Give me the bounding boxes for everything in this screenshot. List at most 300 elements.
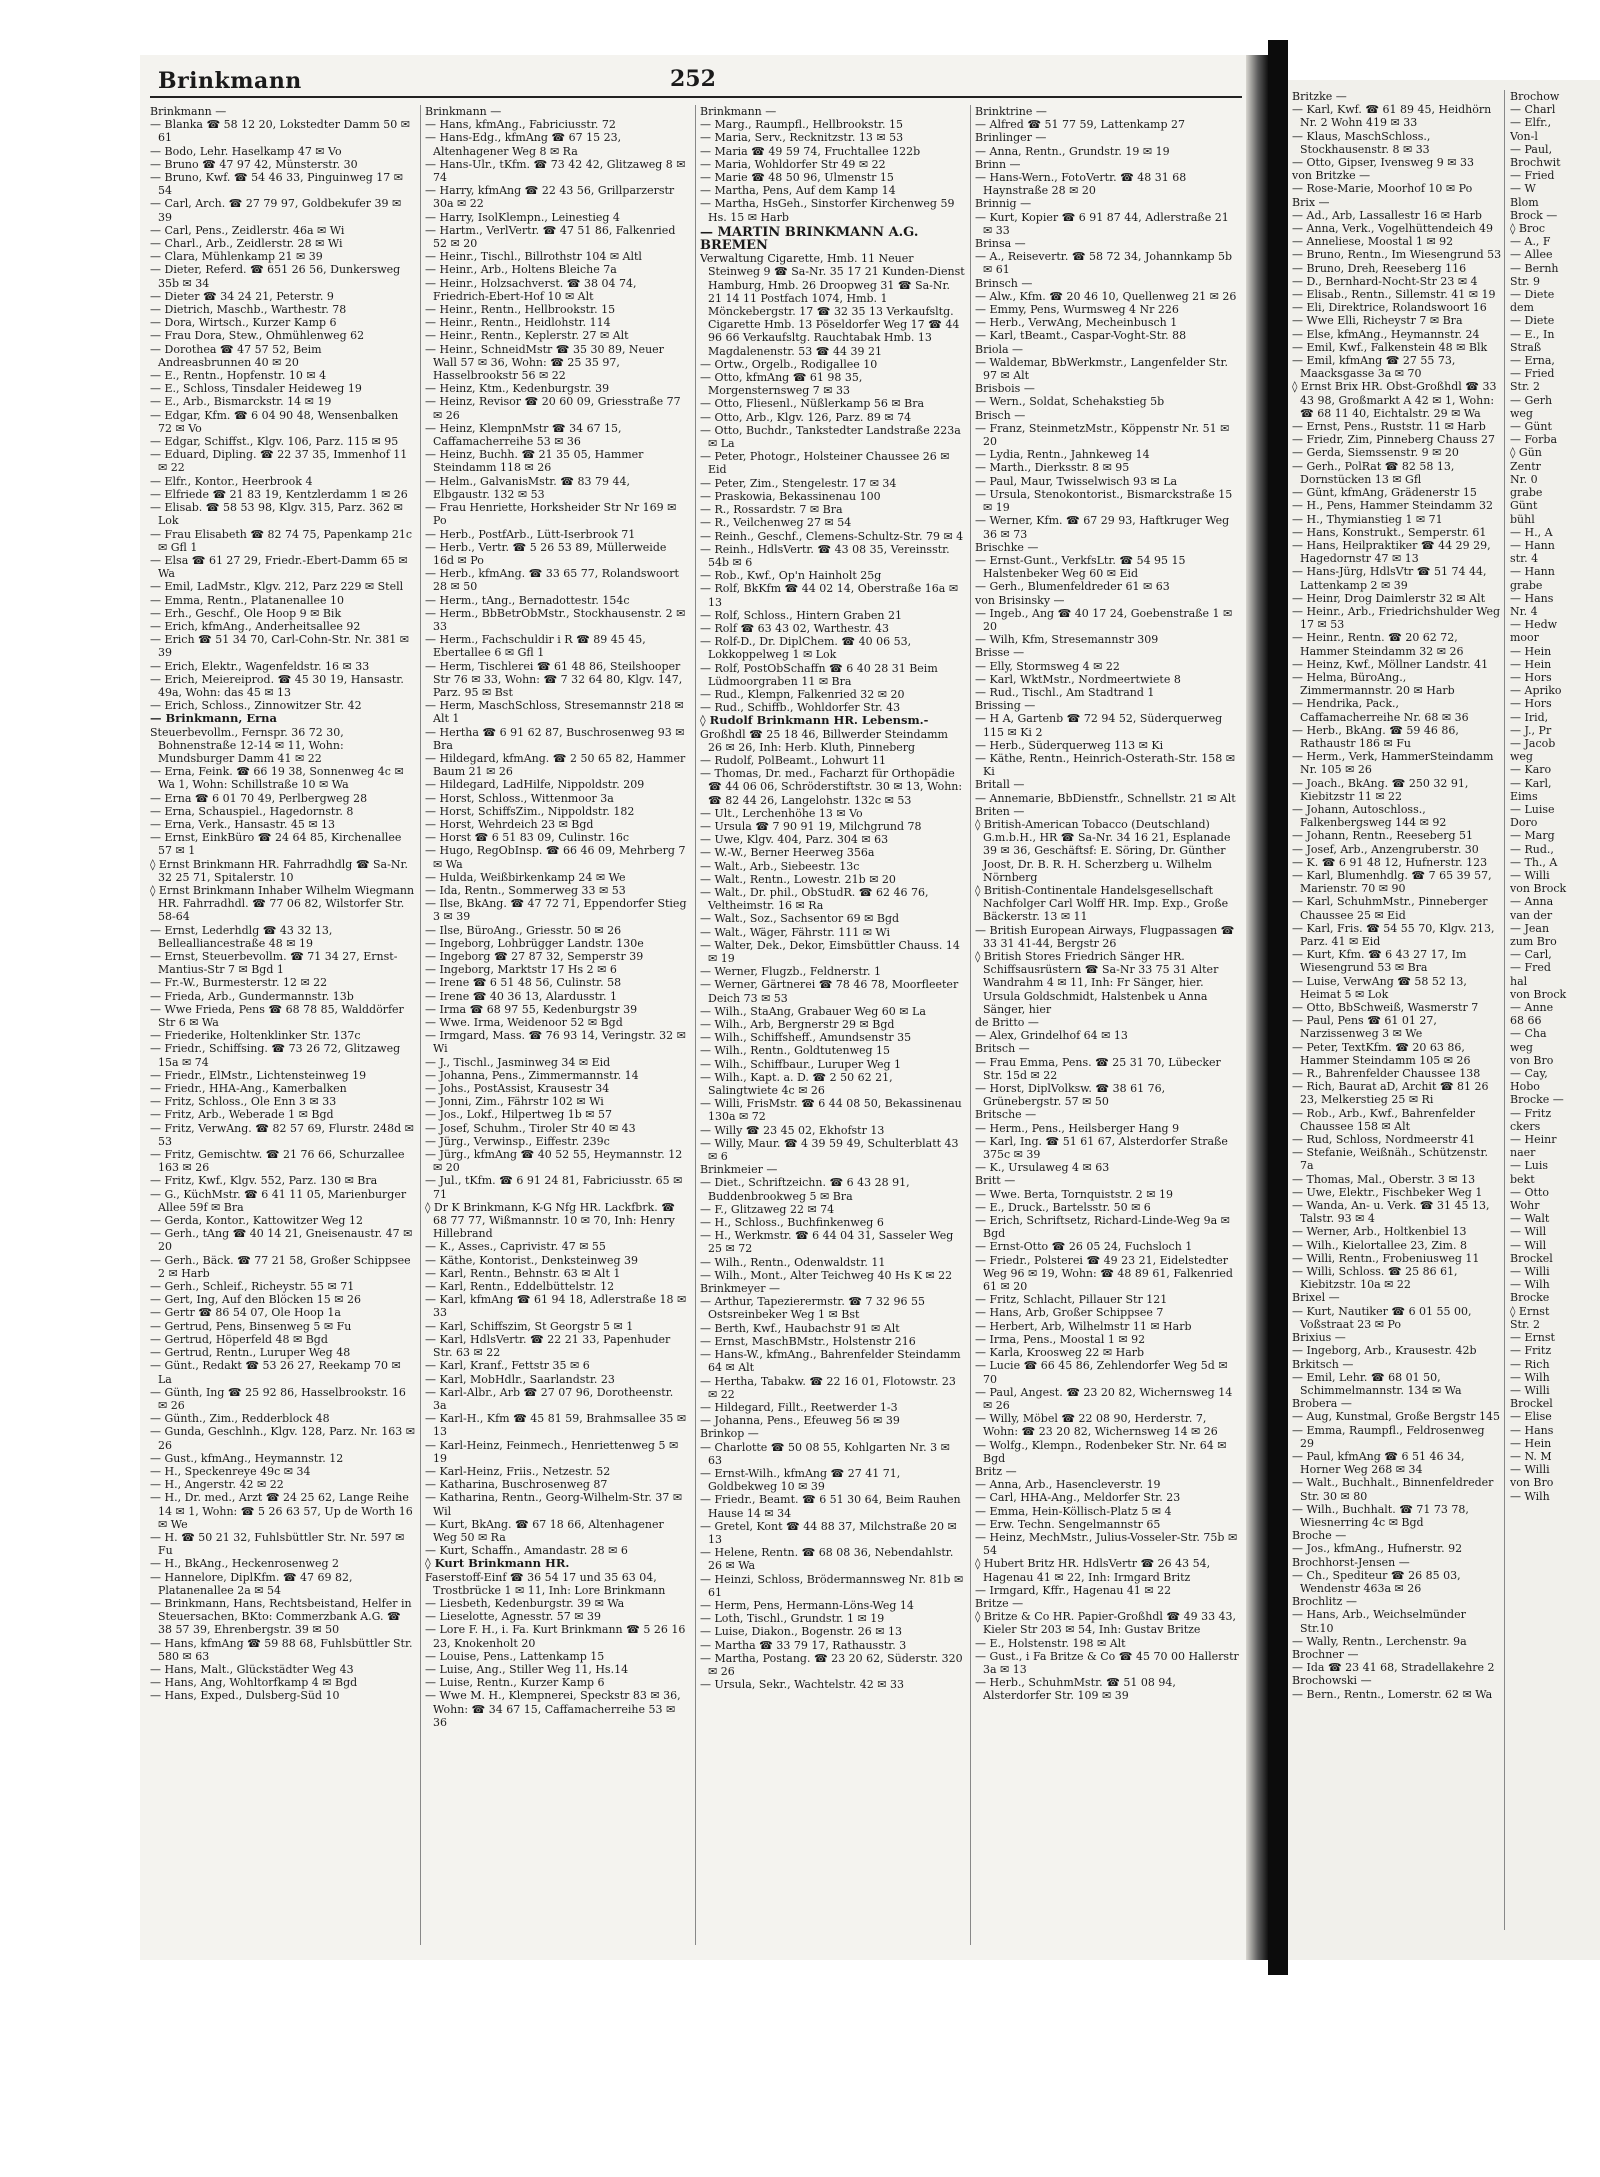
directory-entry: — Heinr., Arb., Friedrichshulder Weg 17 ✉ 53 [1292, 604, 1501, 632]
directory-entry: — W.-W., Berner Heerweg 356a [700, 846, 875, 860]
directory-entry: — Karl, MobHdlr., Saarlandstr. 23 [425, 1372, 615, 1386]
directory-entry: — Irmgard, Kffr., Hagenau 41 ✉ 22 [975, 1583, 1172, 1597]
directory-entry: — Helma, BüroAng., Zimmermannstr. 20 ✉ Harb [1292, 670, 1455, 698]
directory-entry: — Karl, HdlsVertr. ☎ 22 21 33, Papenhuder Str. 63 ✉ 22 [425, 1332, 671, 1360]
directory-entry: — Wilh., StaAng, Grabauer Weg 60 ✉ La [700, 1004, 926, 1018]
directory-entry: — Rolf, PostObSchaffn ☎ 6 40 28 31 Beim Lüdmoorgraben 11 ✉ Bra [700, 661, 938, 688]
directory-entry: — Bruno, Dreh, Reeseberg 116 [1292, 261, 1467, 275]
directory-entry: — H., Dr. med., Arzt ☎ 24 25 62, Lange Reihe 14 ✉ 1, Wohn: ☎ 5 26 63 57, Up de Worth 16 ✉ We [150, 1491, 413, 1531]
directory-entry: ◊ Broc [1510, 222, 1546, 236]
directory-entry: — Anna, Rentn., Grundstr. 19 ✉ 19 [975, 144, 1170, 158]
directory-entry: — Fritz, Gemischtw. ☎ 21 76 66, Schurzallee 163 ✉ 26 [150, 1148, 405, 1175]
directory-entry: bühl [1510, 512, 1535, 526]
directory-entry: — Horst, DiplVolksw. ☎ 38 61 76, Grünebergstr. 57 ✉ 50 [975, 1082, 1166, 1109]
directory-entry: Brochner — [1292, 1647, 1359, 1661]
directory-entry: — Luis [1510, 1159, 1549, 1173]
directory-entry: — Hein [1510, 644, 1552, 658]
directory-entry: — Jean [1510, 921, 1550, 935]
directory-entry: — Ernst, Steuerbevollm. ☎ 71 34 27, Ernst-Mantius-Str 7 ✉ Bgd 1 [150, 950, 398, 977]
directory-entry: — Frau Emma, Pens. ☎ 25 31 70, Lübecker Str. 15d ✉ 22 [975, 1055, 1221, 1082]
directory-entry: de Britto — [975, 1016, 1039, 1030]
directory-entry: — Friederike, Holtenklinker Str. 137c [150, 1029, 361, 1043]
directory-entry: — Heinr., Rentn., Hellbrookstr. 15 [425, 303, 616, 317]
directory-entry: — Carl, HHA-Ang., Meldorfer Str. 23 [975, 1491, 1181, 1505]
directory-entry: Brixius — [1292, 1331, 1346, 1345]
directory-entry: Brochwit [1510, 156, 1561, 170]
directory-entry: — J., Tischl., Jasminweg 34 ✉ Eid [425, 1055, 611, 1069]
directory-entry: — Eduard, Dipling. ☎ 22 37 35, Immenhof 11 ✉ 22 [150, 448, 408, 475]
directory-entry: — Ilse, BkAng. ☎ 47 72 71, Eppendorfer Stieg 3 ✉ 39 [425, 897, 687, 924]
directory-entry: — Günth., Zim., Redderblock 48 [150, 1412, 330, 1426]
directory-entry: — Heinz, Kwf., Möllner Landstr. 41 [1292, 657, 1489, 671]
directory-entry: — Karl, [1510, 776, 1552, 790]
directory-entry: dem [1510, 301, 1534, 315]
directory-entry: — H. ☎ 50 21 32, Fuhlsbüttler Str. Nr. 597 ✉ Fu [150, 1530, 405, 1558]
page-number: 252 [670, 66, 716, 92]
directory-entry: — Fritz [1510, 1106, 1552, 1120]
directory-entry: — Jos., kfmAng., Hufnerstr. 92 [1292, 1542, 1463, 1556]
directory-entry: Doro [1510, 816, 1538, 830]
directory-entry: Britze — [975, 1596, 1024, 1610]
directory-entry: — Walt., Rentn., Lowestr. 21b ✉ 20 [700, 872, 896, 886]
directory-entry: Brochowski — [1292, 1674, 1372, 1688]
directory-entry: — Gerh., Blumenfeldreder 61 ✉ 63 [975, 580, 1170, 594]
directory-entry: — Ernst, Lederhdlg ☎ 43 32 13, Bellealliancestraße 48 ✉ 19 [150, 923, 333, 950]
directory-entry: 68 66 [1510, 1014, 1542, 1028]
directory-entry: zum Bro [1510, 935, 1557, 948]
directory-entry: — Luise [1510, 802, 1555, 816]
directory-entry: — Luise, Ang., Stiller Weg 11, Hs.14 [425, 1662, 629, 1676]
directory-entry: — Helene, Rentn. ☎ 68 08 36, Nebendahlstr. 26 ✉ Wa [700, 1546, 954, 1573]
directory-entry: — Hans, kfmAng ☎ 59 88 68, Fuhlsbüttler Str. 580 ✉ 63 [150, 1636, 413, 1663]
directory-entry: von Brisinsky — [975, 593, 1065, 607]
directory-entry: — Herm., BbBetrObMstr., Stockhausenstr. 2 ✉ 33 [425, 606, 686, 633]
directory-entry: — Herm., Verk, HammerSteindamm Nr. 105 ✉ 26 [1292, 750, 1494, 777]
directory-entry: grabe [1510, 578, 1543, 592]
directory-entry: — Ortw., Orgelb., Rodigallee 10 [700, 357, 878, 371]
directory-entry: Faserstoff-Einf ☎ 36 54 17 und 35 63 04, Trostbrücke 1 ✉ 11, Inh: Lore Brinkmann [425, 1570, 666, 1597]
directory-entry: — Liesbeth, Kedenburgstr. 39 ✉ Wa [425, 1596, 625, 1610]
directory-entry: — Praskowia, Bekassinenau 100 [700, 489, 881, 503]
directory-entry: — K., Ursulaweg 4 ✉ 63 [975, 1161, 1110, 1175]
directory-entry: — Karl, tBeamt., Caspar-Voght-Str. 88 [975, 329, 1187, 343]
directory-entry: Brocke — [1510, 1093, 1564, 1107]
directory-entry: — Werner, Flugzb., Feldnerstr. 1 [700, 965, 881, 979]
directory-entry: — Herbert, Arb, Wilhelmstr 11 ✉ Harb [975, 1319, 1192, 1333]
directory-entry: — Fred [1510, 961, 1551, 975]
directory-entry: — Gertrud, Pens, Binsenweg 5 ✉ Fu [150, 1319, 352, 1333]
directory-entry: — Paul, Angest. ☎ 23 20 82, Wichernsweg 14 ✉ 26 [975, 1385, 1233, 1412]
directory-entry: — Wanda, An- u. Verk. ☎ 31 45 13, Talstr. 93 ✉ 4 [1292, 1199, 1490, 1226]
directory-entry: Brinkmann — [700, 105, 777, 118]
directory-entry: — Apriko [1510, 684, 1562, 698]
directory-entry: — Rose-Marie, Moorhof 10 ✉ Po [1292, 182, 1473, 196]
directory-entry: — Horst, Schloss., Wittenmoor 3a [425, 791, 614, 805]
directory-entry: — Hors [1510, 697, 1552, 711]
directory-entry: — Elisab. ☎ 58 53 98, Klgv. 315, Parz. 362 ✉ Lok [150, 501, 403, 528]
directory-entry: — Kurt, Schaffn., Amandastr. 28 ✉ 6 [425, 1544, 628, 1558]
directory-entry: von Brock [1510, 882, 1567, 896]
directory-entry: Briten — [975, 804, 1025, 818]
directory-entry: Nr. 0 [1510, 472, 1538, 486]
directory-entry: — Bern., Rentn., Lomerstr. 62 ✉ Wa [1292, 1687, 1493, 1701]
directory-entry: — Walter, Dek., Dekor, Eimsbüttler Chauss. 14 ✉ 19 [700, 938, 960, 965]
directory-entry: Eims [1510, 789, 1538, 803]
directory-entry: ◊ Kurt Brinkmann HR. [425, 1556, 570, 1571]
directory-entry: — Lore F. H., i. Fa. Kurt Brinkmann ☎ 5 26 16 23, Knokenholt 20 [425, 1623, 686, 1650]
directory-entry: Britz — [975, 1464, 1017, 1478]
directory-entry: — W [1510, 182, 1536, 196]
directory-entry: — Herb., Vertr. ☎ 5 26 53 89, Müllerweide 16d ✉ Po [425, 540, 667, 567]
directory-entry: — Horst, Wehrdeich 23 ✉ Bgd [425, 817, 594, 831]
directory-entry: — Johanna, Pens., Zimmermannstr. 14 [425, 1068, 639, 1082]
directory-entry: — Erna, Verk., Hansastr. 45 ✉ 13 [150, 817, 336, 831]
directory-entry: — Gert, Ing, Auf den Blöcken 15 ✉ 26 [150, 1293, 362, 1307]
directory-entry: — Brinkmann, Hans, Rechtsbeistand, Helfer in Steuersachen, BKto: Commerzbank A.G. ☎ 38 57 39, Ehrenbergstr. 39 ✉ 50 [150, 1596, 412, 1637]
directory-entry: — E., Holstenstr. 198 ✉ Alt [975, 1636, 1126, 1650]
directory-entry: — Loth, Tischl., Grundstr. 1 ✉ 19 [700, 1612, 885, 1626]
directory-entry: — Friedr., ElMstr., Lichtensteinweg 19 [150, 1068, 367, 1082]
directory-entry: — Ernst-Gunt., VerkfsLtr. ☎ 54 95 15 Halstenbeker Weg 60 ✉ Eid [975, 553, 1186, 581]
directory-entry: — Erich, Schloss., Zinnowitzer Str. 42 [150, 699, 362, 713]
directory-entry: — Irma, Pens., Moostal 1 ✉ 92 [975, 1332, 1146, 1346]
directory-entry: — Johanna, Pens., Efeuweg 56 ✉ 39 [700, 1414, 900, 1428]
directory-entry: — Gretel, Kont ☎ 44 88 37, Milchstraße 20 ✉ 13 [700, 1519, 957, 1546]
directory-entry: — Gerh., Schleif., Richeystr. 55 ✉ 71 [150, 1280, 355, 1294]
directory-entry: — Hannelore, DiplKfm. ☎ 47 69 82, Platanenallee 2a ✉ 54 [150, 1570, 353, 1597]
directory-entry: — Erich, Meiereiprod. ☎ 45 30 19, Hansastr. 49a, Wohn: das 45 ✉ 13 [150, 672, 404, 699]
directory-entry: — Will [1510, 1238, 1547, 1252]
directory-entry: — Heinr., Rentn., Heidlohstr. 114 [425, 316, 611, 330]
directory-entry: — Karl, Rentn., Behnstr. 63 ✉ Alt 1 [425, 1266, 621, 1280]
directory-entry: Steuerbevollm., Fernspr. 36 72 30, Bohnenstraße 12-14 ✉ 11, Wohn: Mundsburger Damm 41 ✉ 22 [150, 725, 344, 765]
directory-entry: — Else, kfmAng., Heymannstr. 24 [1292, 327, 1480, 341]
directory-entry: — Käthe, Rentn., Heinrich-Osterath-Str. 158 ✉ Ki [975, 751, 1235, 779]
directory-entry: — Erich, kfmAng., Anderheitsallee 92 [150, 619, 361, 633]
directory-entry: — Hertha, Tabakw. ☎ 22 16 01, Flotowstr. 23 ✉ 22 [700, 1374, 956, 1401]
directory-entry: — Hans, Arb, Großer Schippsee 7 [975, 1306, 1164, 1320]
directory-entry: — Irene ☎ 40 36 13, Alardusstr. 1 [425, 989, 618, 1003]
directory-entry: — Hors [1510, 670, 1552, 684]
directory-entry: — Will [1510, 1225, 1547, 1239]
directory-entry: — Horst, SchiffsZim., Nippoldstr. 182 [425, 804, 635, 818]
directory-entry: — H., Thymianstieg 1 ✉ 71 [1292, 512, 1443, 526]
directory-entry: — Hildegard, Fillt., Reetwerder 1-3 [700, 1400, 898, 1414]
directory-entry: — Heinr., SchneidMstr ☎ 35 30 89, Neuer Wall 57 ✉ 36, Wohn: ☎ 25 35 97, Hasselbrookstr 56 ✉ 22 [425, 342, 664, 383]
directory-entry: — Erich, Elektr., Wagenfeldstr. 16 ✉ 33 [150, 659, 370, 673]
directory-entry: — Herm, Pens, Hermann-Löns-Weg 14 [700, 1598, 914, 1612]
directory-entry: — Wilh., Schiffsheff., Amundsenstr 35 [700, 1031, 912, 1045]
directory-entry: — Marth., Dierksstr. 8 ✉ 95 [975, 461, 1130, 475]
directory-entry: — Hann [1510, 538, 1555, 552]
directory-entry: — Hulda, Weißbirkenkamp 24 ✉ We [425, 870, 626, 884]
directory-entry: — Heinr [1510, 1133, 1557, 1147]
directory-entry: Brixel — [1292, 1291, 1340, 1305]
directory-entry: — Herb., PostfArb., Lütt-Iserbrook 71 [425, 527, 636, 541]
directory-entry: — Otto, BbSchweiß, Wasmerstr 7 [1292, 1001, 1479, 1015]
directory-entry: Brochlitz — [1292, 1595, 1357, 1609]
directory-entry: — Hans-Jürg, HdlsVtr ☎ 51 74 44, Lattenkamp 2 ✉ 39 [1292, 565, 1487, 592]
directory-entry: — Joach., BkAng. ☎ 250 32 91, Kiebitzstr 11 ✉ 22 [1292, 776, 1469, 803]
directory-entry: Brocke [1510, 1291, 1550, 1305]
directory-entry: — Marie ☎ 48 50 96, Ulmenstr 15 [700, 171, 894, 185]
directory-entry: — J., Pr [1510, 723, 1552, 737]
directory-entry: — Blanka ☎ 58 12 20, Lokstedter Damm 50 ✉ 61 [150, 118, 410, 145]
directory-entry: — Frieda, Arb., Gundermannstr. 13b [150, 989, 354, 1003]
directory-entry: — Karl, SchuhmMstr., Pinneberger Chaussee 25 ✉ Eid [1292, 895, 1488, 922]
directory-entry: — Erna, Feink. ☎ 66 19 38, Sonnenweg 4c ✉ Wa 1, Wohn: Schillstraße 10 ✉ Wa [150, 765, 404, 792]
directory-entry: — Karl, WktMstr., Nordmeertwiete 8 [975, 672, 1181, 686]
directory-entry: — Ingeborg, Marktstr 17 Hs 2 ✉ 6 [425, 963, 617, 977]
directory-entry: — E., Druck., Bartelsstr. 50 ✉ 6 [975, 1200, 1151, 1214]
directory-entry: — Herm., Fachschuldir i R ☎ 89 45 45, Ebertallee 6 ✉ Gfl 1 [425, 633, 646, 660]
directory-entry: — Herb., Süderquerweg 113 ✉ Ki [975, 738, 1164, 752]
directory-entry: — Carl, Arch. ☎ 27 79 97, Goldbekufer 39 ✉ 39 [150, 197, 402, 224]
directory-entry: — Gertr ☎ 86 54 07, Ole Hoop 1a [150, 1306, 341, 1320]
directory-entry: — Karl, Fris. ☎ 54 55 70, Klgv. 213, Parz. 41 ✉ Eid [1292, 921, 1495, 948]
directory-entry: — Maria, Wohldorfer Str 49 ✉ 22 [700, 157, 886, 171]
directory-entry: Blom [1510, 195, 1539, 209]
directory-entry: — Karl-H., Kfm ☎ 45 81 59, Brahmsallee 35 ✉ 13 [425, 1412, 687, 1439]
column-rule [1504, 90, 1505, 1930]
directory-entry: — Irmgard, Mass. ☎ 76 93 14, Veringstr. 32 ✉ Wi [425, 1029, 686, 1056]
directory-entry: — Wolfg., Klempn., Rodenbeker Str. Nr. 64 ✉ Bgd [975, 1438, 1227, 1465]
directory-entry: — Hein [1510, 1436, 1552, 1450]
directory-entry: — Rud., Klempn, Falkenried 32 ✉ 20 [700, 687, 905, 701]
directory-entry: — Fritz, VerwAng. ☎ 82 57 69, Flurstr. 248d ✉ 53 [150, 1121, 414, 1148]
directory-entry: — Heinr., Holzsachverst. ☎ 38 04 74, Friedrich-Ebert-Hof 10 ✉ Alt [425, 276, 637, 303]
directory-entry: Brinsch — [975, 276, 1033, 290]
directory-entry: — G., KüchMstr. ☎ 6 41 11 05, Marienburger Allee 59f ✉ Bra [150, 1187, 407, 1214]
directory-entry: — Wwe M. H., Klempnerei, Speckstr 83 ✉ 36, Wohn: ☎ 34 67 15, Caffamacherreihe 53 ✉ 36 [425, 1689, 681, 1729]
directory-entry: Str. 2 [1510, 380, 1540, 394]
directory-entry: — Ch., Spediteur ☎ 26 85 03, Wendenstr 463a ✉ 26 [1292, 1568, 1461, 1595]
directory-entry: ◊ British-Continentale Handelsgesellschaft Nachfolger Carl Wolff HR. Imp. Exp., Große Bäckerstr. 13 ✉ 11 [975, 883, 1229, 924]
directory-entry: — Uwe, Elektr., Fischbeker Weg 1 [1292, 1185, 1483, 1199]
directory-entry: — Ingeborg ☎ 27 87 32, Semperstr 39 [425, 950, 644, 963]
directory-entry: — Lieselotte, Agnesstr. 57 ✉ 39 [425, 1610, 602, 1624]
directory-entry: — Gerda, Siemssenstr. 9 ✉ 20 [1292, 446, 1459, 460]
directory-entry: — Ursula, Stenokontorist., Bismarckstraße 15 ✉ 19 [975, 487, 1233, 515]
directory-entry: Brinkop — [700, 1427, 759, 1441]
directory-entry: ◊ Ernst Brinkmann Inhaber Wilhelm Wiegmann HR. Fahrradhdl. ☎ 77 06 82, Wilstorfer Str. 58-64 [150, 883, 415, 924]
directory-entry: — Willi [1510, 1265, 1550, 1279]
directory-entry: — Walt., Wäger, Fährstr. 111 ✉ Wi [700, 925, 891, 939]
directory-entry: Brissing — [975, 699, 1036, 713]
directory-entry: — Helm., GalvanisMstr. ☎ 83 79 44, Elbgaustr. 132 ✉ 53 [425, 474, 630, 501]
directory-entry: — Alw., Kfm. ☎ 20 46 10, Quellenweg 21 ✉ 26 [975, 289, 1237, 303]
directory-entry: — Hein [1510, 657, 1552, 671]
directory-entry: — Elisab., Rentn., Sillemstr. 41 ✉ 19 [1292, 288, 1496, 302]
directory-entry: — Friedr., Schiffsing. ☎ 73 26 72, Glitzaweg 15a ✉ 74 [150, 1042, 401, 1069]
directory-entry: — Luise, Rentn., Kurzer Kamp 6 [425, 1676, 605, 1690]
directory-entry: — Ursula ☎ 7 90 91 19, Milchgrund 78 [700, 819, 922, 833]
directory-entry: ckers [1510, 1119, 1541, 1133]
directory-entry: ◊ Gün [1510, 446, 1542, 460]
directory-entry: Günt [1510, 499, 1538, 513]
directory-entry: — Elfr., [1510, 116, 1552, 130]
directory-entry: — Uwe, Klgv. 404, Parz. 304 ✉ 63 [700, 833, 889, 847]
directory-entry: Nr. 4 [1510, 604, 1538, 618]
directory-entry: Briola — [975, 342, 1024, 356]
directory-entry: — Heinz, KlempnMstr ☎ 34 67 15, Caffamacherreihe 53 ✉ 36 [425, 421, 622, 449]
directory-entry: — Bruno, Kwf. ☎ 54 46 33, Pinguinweg 17 ✉ 54 [150, 171, 404, 198]
directory-entry: — Herm, MaschSchloss, Stresemannstr 218 ✉ Alt 1 [425, 699, 684, 726]
directory-entry: — Karl, Kranf., Fettstr 35 ✉ 6 [425, 1359, 590, 1373]
directory-entry: — Fried [1510, 169, 1555, 183]
directory-entry: — Franz, SteinmetzMstr., Köppenstr Nr. 51 ✉ 20 [975, 421, 1230, 449]
directory-entry: — Günt [1510, 420, 1552, 434]
directory-entry: — Willy, Maur. ☎ 4 39 59 49, Schulterblatt 43 ✉ 6 [700, 1136, 959, 1164]
directory-entry: — Kurt, Kfm. ☎ 6 43 27 17, Im Wiesengrund 53 ✉ Bra [1292, 948, 1467, 975]
directory-entry: — Fritz, Schloss., Ole Enn 3 ✉ 33 [150, 1095, 337, 1109]
directory-entry: — Martha, Pens, Auf dem Kamp 14 [700, 184, 896, 198]
directory-entry: — A., F [1510, 235, 1551, 249]
directory-entry: Hobo [1510, 1080, 1540, 1094]
directory-entry: — Wwe. Berta, Tornquiststr. 2 ✉ 19 [975, 1187, 1174, 1201]
directory-entry: Brinsa — [975, 237, 1026, 251]
directory-entry: ◊ Ernst [1510, 1304, 1550, 1318]
directory-entry: — R., Rossardstr. 7 ✉ Bra [700, 503, 843, 517]
directory-entry: — Hartm., VerlVertr. ☎ 47 51 86, Falkenried 52 ✉ 20 [425, 223, 676, 251]
directory-entry: — Gerh., Bäck. ☎ 77 21 58, Großer Schippsee 2 ✉ Harb [150, 1253, 411, 1280]
column-rule [695, 105, 696, 1945]
directory-entry: Brinktrine — [975, 105, 1047, 118]
directory-entry: — Jonni, Zim., Fährstr 102 ✉ Wi [425, 1095, 604, 1109]
directory-entry: — Rolf, BkKfm ☎ 44 02 14, Oberstraße 16a ✉ 13 [700, 582, 959, 609]
directory-entry: — Katharina, Buschrosenweg 87 [425, 1478, 608, 1492]
directory-entry: — Herm., Pens., Heilsberger Hang 9 [975, 1121, 1180, 1135]
directory-entry: — Klaus, MaschSchloss., Stockhausenstr. 8 ✉ 33 [1292, 129, 1431, 156]
directory-entry: — Erna, [1510, 354, 1555, 368]
directory-entry: — Luise, VerwAng ☎ 58 52 13, Heimat 5 ✉ Lok [1292, 974, 1467, 1001]
directory-entry: ◊ Ernst Brix HR. Obst-Großhdl ☎ 33 43 98, Großmarkt A 42 ✉ 1, Wohn: ☎ 68 11 40, Eichtalstr. 29 ✉ Wa [1292, 380, 1497, 420]
directory-entry: — Walt [1510, 1212, 1550, 1226]
directory-entry: — Annemarie, BbDienstfr., Schnellstr. 21 ✉ Alt [975, 791, 1236, 805]
directory-entry: — Rud., [1510, 842, 1554, 856]
directory-entry: — Walt., Buchhalt., Binnenfeldreder Str. 30 ✉ 80 [1292, 1476, 1494, 1503]
directory-entry: — Günt, kfmAng, Grädenerstr 15 [1292, 486, 1477, 500]
directory-entry: — Jürg., kfmAng ☎ 40 52 55, Heymannstr. 12 ✉ 20 [425, 1148, 683, 1175]
directory-entry: — Cay, [1510, 1067, 1548, 1081]
facing-page [1288, 80, 1600, 1960]
directory-entry: Brinlinger — [975, 131, 1047, 145]
directory-entry: — Emil, kfmAng ☎ 27 55 73, Maacksgasse 3a ✉ 70 [1292, 354, 1456, 381]
directory-entry: — Ingeb., Ang ☎ 40 17 24, Goebenstraße 1 ✉ 20 [975, 606, 1233, 633]
directory-entry: — Emma, Hein-Köllisch-Platz 5 ✉ 4 [975, 1504, 1172, 1518]
directory-entry: — Heinz, Revisor ☎ 20 60 09, Griesstraße 77 ✉ 26 [425, 395, 681, 422]
directory-entry: — Friedr., Beamt. ☎ 6 51 30 64, Beim Rauhen Hause 14 ✉ 34 [700, 1493, 961, 1520]
directory-entry: — Walt., Soz., Sachsentor 69 ✉ Bgd [700, 912, 900, 926]
directory-entry: — Charl [1510, 103, 1556, 117]
directory-entry: — Rolf ☎ 63 43 02, Warthestr. 43 [700, 621, 889, 635]
directory-entry: — Rud., Tischl., Am Stadtrand 1 [975, 685, 1155, 699]
directory-column-3 [700, 105, 965, 1945]
directory-entry: — Wilh., Schiffbaur., Luruper Weg 1 [700, 1057, 902, 1071]
directory-entry: — Rich, Baurat aD, Archit ☎ 81 26 23, Melkerstieg 25 ✉ Ri [1292, 1080, 1489, 1107]
directory-entry: — Herb., BkAng. ☎ 59 46 86, Rathaustr 186 ✉ Fu [1292, 723, 1459, 750]
directory-entry: — Paul, kfmAng ☎ 6 51 46 34, Horner Weg 268 ✉ 34 [1292, 1449, 1465, 1477]
directory-entry: — Fritz [1510, 1344, 1552, 1358]
directory-entry: — Willy, Möbel ☎ 22 08 90, Herderstr. 7, Wohn: ☎ 23 20 82, Wichernsweg 14 ✉ 26 [975, 1412, 1218, 1439]
directory-entry: — Ingeborg, Arb., Krausestr. 42b [1292, 1344, 1477, 1358]
directory-entry: Brinkmeyer — [700, 1282, 781, 1296]
directory-entry: — Paul, [1510, 142, 1553, 156]
directory-entry: — Reinh., Geschf., Clemens-Schultz-Str. 79 ✉ 4 [700, 529, 964, 543]
directory-entry: — Gerh [1510, 393, 1553, 407]
directory-entry: — Heinz, MechMstr., Julius-Vosseler-Str. 75b ✉ 54 [975, 1530, 1238, 1558]
column-rule [970, 105, 971, 1945]
directory-entry: — Wilh., Rentn., Odenwaldstr. 11 [700, 1255, 886, 1269]
directory-entry: — Hans [1510, 591, 1554, 605]
directory-entry: str. 4 [1510, 552, 1539, 566]
directory-entry: Brix — [1292, 195, 1330, 209]
directory-entry: — Peter, Zim., Stengelestr. 17 ✉ 34 [700, 476, 897, 490]
directory-entry: — Wilh., Kapt. a. D. ☎ 2 50 62 21, Salingtwiete 4c ✉ 26 [700, 1070, 893, 1098]
directory-entry: — E., In [1510, 327, 1555, 341]
directory-entry: — Herb., kfmAng. ☎ 33 65 77, Rolandswoort 28 ✉ 50 [425, 567, 679, 594]
directory-entry: — Anna, Arb., Hasencleverstr. 19 [975, 1478, 1161, 1492]
directory-entry: weg [1510, 1040, 1533, 1054]
directory-entry: — Hertha ☎ 6 91 62 87, Buschrosenweg 93 ✉ Bra [425, 725, 685, 752]
header-rule [150, 96, 1242, 98]
directory-entry: — Heinr., Arb., Holtens Bleiche 7a [425, 263, 617, 277]
directory-entry: — Elsa ☎ 61 27 29, Friedr.-Ebert-Damm 65 ✉ Wa [150, 553, 408, 581]
directory-entry: — Diet., Schriftzeichn. ☎ 6 43 28 91, Buddenbrookweg 5 ✉ Bra [700, 1176, 910, 1203]
directory-entry: — Katharina, Rentn., Georg-Wilhelm-Str. 37 ✉ Wil [425, 1491, 683, 1518]
directory-entry: — Kurt, Nautiker ☎ 6 01 55 00, Voßstraat 23 ✉ Po [1292, 1304, 1472, 1331]
directory-entry: — Lydia, Rentn., Jahnkeweg 14 [975, 448, 1150, 462]
directory-entry: — Hildegard, kfmAng. ☎ 2 50 65 82, Hammer Baum 21 ✉ 26 [425, 751, 686, 779]
directory-entry: — Rud., Schiffb., Wohldorfer Str. 43 [700, 701, 901, 715]
directory-entry: — Willi, FrisMstr. ☎ 6 44 08 50, Bekassinenau 130a ✉ 72 [700, 1097, 962, 1124]
directory-entry: — Heinz, Buchh. ☎ 21 35 05, Hammer Steindamm 118 ✉ 26 [425, 448, 644, 475]
directory-entry: — Herb., VerwAng, Mecheinbusch 1 [975, 316, 1178, 330]
directory-entry: Britall — [975, 778, 1025, 792]
directory-entry: — Gertrud, Höperfeld 48 ✉ Bgd [150, 1332, 328, 1346]
directory-entry: — Wilh., Buchhalt. ☎ 71 73 78, Wiesnerring 4c ✉ Bgd [1292, 1502, 1469, 1529]
directory-entry: — Wally, Rentn., Lerchenstr. 9a [1292, 1634, 1467, 1648]
directory-entry: — Otto, Fliesenl., Nüßlerkamp 56 ✉ Bra [700, 397, 925, 411]
directory-entry: — Clara, Mühlenkamp 21 ✉ 39 [150, 250, 323, 264]
directory-entry: — Otto, Gipser, Ivensweg 9 ✉ 33 [1292, 156, 1474, 170]
directory-entry: — A., Reisevertr. ☎ 58 72 34, Johannkamp 5b ✉ 61 [975, 250, 1233, 277]
directory-entry: — Gerh., PolRat ☎ 82 58 13, Dornstücken 13 ✉ Gfl [1292, 459, 1455, 486]
directory-entry: — Elfr., Kontor., Heerbrook 4 [150, 474, 313, 488]
directory-entry: — Käthe, Kontorist., Denksteinweg 39 [425, 1253, 639, 1267]
directory-entry: — Werner, Arb., Holtkenbiel 13 [1292, 1225, 1467, 1239]
directory-entry: — Elfriede ☎ 21 83 19, Kentzlerdamm 1 ✉ 26 [150, 487, 408, 501]
directory-entry: — Heinz, Ktm., Kedenburgstr. 39 [425, 382, 610, 396]
directory-entry: — Carl, [1510, 948, 1552, 962]
directory-entry: — Friedr., Polsterei ☎ 49 23 21, Eidelstedter Weg 96 ✉ 19, Wohn: ☎ 48 89 61, Falkenried 61 ✉ 20 [975, 1253, 1233, 1294]
directory-column-1 [150, 105, 415, 1945]
directory-entry: — Charlotte ☎ 50 08 55, Kohlgarten Nr. 3 ✉ 63 [700, 1440, 950, 1467]
directory-entry: — Heinr, Drog Daimlerstr 32 ✉ Alt [1292, 591, 1486, 605]
directory-entry: — Maria, Serv., Recknitzstr. 13 ✉ 53 [700, 131, 904, 145]
directory-entry: — Luise, Diakon., Bogenstr. 26 ✉ 13 [700, 1625, 902, 1639]
directory-entry: — Hans, Exped., Dulsberg-Süd 10 [150, 1689, 340, 1703]
directory-entry: — Ursula, Sekr., Wachtelstr. 42 ✉ 33 [700, 1678, 904, 1692]
directory-entry: — Lucie ☎ 66 45 86, Zehlendorfer Weg 5d ✉ 70 [975, 1359, 1228, 1386]
directory-entry: — Wilh [1510, 1370, 1550, 1384]
directory-entry: — Gertrud, Rentn., Luruper Weg 48 [150, 1346, 351, 1360]
directory-entry: — Wilh [1510, 1489, 1550, 1503]
directory-entry: — Louise, Pens., Lattenkamp 15 [425, 1649, 605, 1663]
directory-entry: Brkitsch — [1292, 1357, 1354, 1371]
directory-entry: — Paul, Pens ☎ 61 01 27, Narzissenweg 3 ✉ We [1292, 1014, 1437, 1041]
directory-entry: ◊ British Stores Friedrich Sänger HR. Schiffsausrüstern ☎ Sa-Nr 33 75 31 Alter Wandrahm 4 ✉ 11, Inh: Fr Sänger, hier. Ursula Goldschmidt, Halstenbek u Anna Sänger, hier [975, 950, 1219, 1016]
